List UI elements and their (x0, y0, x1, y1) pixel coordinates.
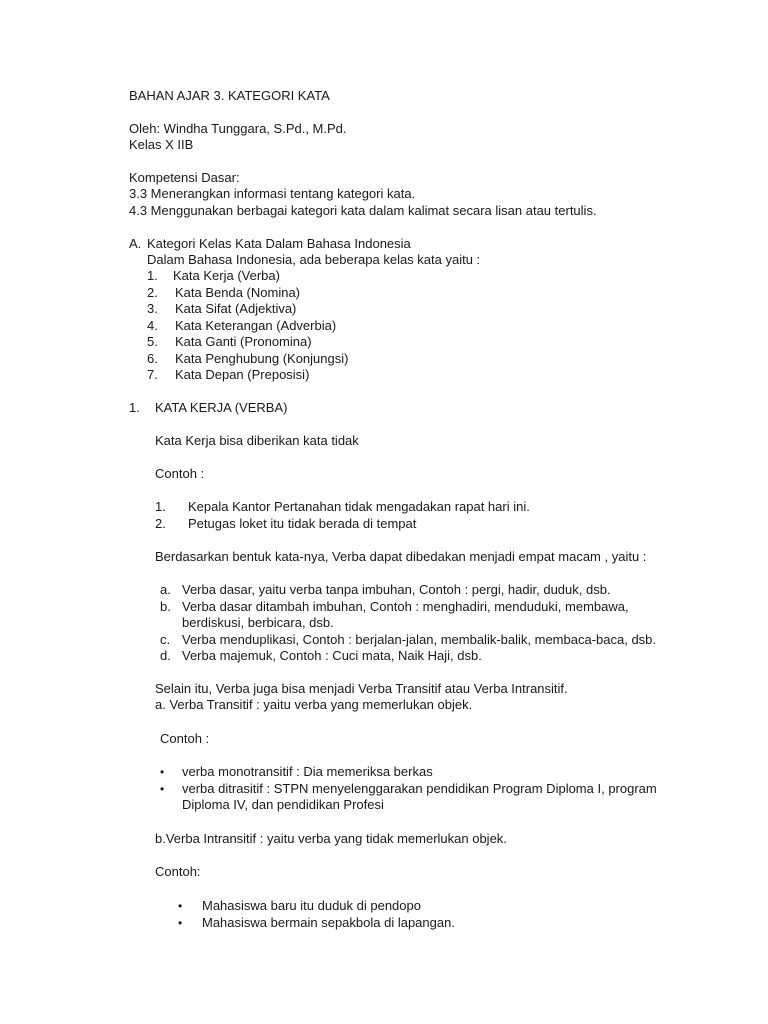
kompetensi-item: 3.3 Menerangkan informasi tentang kategori kata. (129, 186, 416, 201)
bentuk-item: Verba menduplikasi, Contoh : berjalan-jalan, membalik-balik, membaca-baca, dsb. (182, 632, 657, 647)
transitif-item: verba monotransitif : Dia memeriksa berkas (182, 764, 433, 779)
example-item: Kepala Kantor Pertanahan tidak mengadakan rapat hari ini. (188, 499, 530, 514)
list-item: Kata Benda (Nomina) (175, 285, 301, 300)
bentuk-item: Verba dasar, yaitu verba tanpa imbuhan, Contoh : pergi, hadir, duduk, dsb. (182, 582, 611, 597)
bentuk-item-cont: berdiskusi, berbicara, dsb. (182, 615, 334, 630)
bentuk-intro: Berdasarkan bentuk kata-nya, Verba dapat dibedakan menjadi empat macam , yaitu : (155, 549, 647, 564)
bentuk-marker: b. (160, 599, 171, 614)
list-number: 6. (147, 351, 158, 366)
list-number: 2. (147, 285, 158, 300)
section-1-desc: Kata Kerja bisa diberikan kata tidak (155, 433, 359, 448)
section-a-marker: A. (129, 236, 142, 251)
intransitif-item: Mahasiswa baru itu duduk di pendopo (202, 898, 421, 913)
bullet-icon: • (178, 916, 183, 930)
example-number: 1. (155, 499, 166, 514)
list-item: Kata Keterangan (Adverbia) (175, 318, 337, 333)
section-a-heading: Kategori Kelas Kata Dalam Bahasa Indonesia (147, 236, 411, 251)
selain-line: Selain itu, Verba juga bisa menjadi Verba Transitif atau Verba Intransitif. (155, 681, 568, 696)
kompetensi-item: 4.3 Menggunakan berbagai kategori kata dalam kalimat secara lisan atau tertulis. (129, 203, 597, 218)
example-number: 2. (155, 516, 166, 531)
bentuk-marker: c. (160, 632, 171, 647)
list-number: 7. (147, 367, 158, 382)
list-number: 4. (147, 318, 158, 333)
bentuk-marker: d. (160, 648, 171, 663)
list-number: 5. (147, 334, 158, 349)
section-a-intro: Dalam Bahasa Indonesia, ada beberapa kelas kata yaitu : (147, 252, 481, 267)
list-item: Kata Kerja (Verba) (173, 268, 280, 283)
list-item: Kata Penghubung (Konjungsi) (175, 351, 349, 366)
class-line: Kelas X IIB (129, 137, 194, 152)
intransitif-item: Mahasiswa bermain sepakbola di lapangan. (202, 915, 455, 930)
list-item: Kata Sifat (Adjektiva) (175, 301, 297, 316)
contoh-label: Contoh : (155, 466, 205, 481)
example-item: Petugas loket itu tidak berada di tempat (188, 516, 417, 531)
transitif-item: verba ditrasitif : STPN menyelenggarakan pendidikan Program Diploma I, program (182, 781, 657, 796)
transitif-def: a. Verba Transitif : yaitu verba yang memerlukan objek. (155, 697, 473, 712)
bullet-icon: • (160, 782, 165, 796)
bentuk-item: Verba majemuk, Contoh : Cuci mata, Naik Haji, dsb. (182, 648, 482, 663)
section-1-marker: 1. (129, 400, 140, 415)
author-line: Oleh: Windha Tunggara, S.Pd., M.Pd. (129, 121, 347, 136)
transitif-item-cont: Diploma IV, dan pendidikan Profesi (182, 797, 384, 812)
list-item: Kata Depan (Preposisi) (175, 367, 310, 382)
bentuk-item: Verba dasar ditambah imbuhan, Contoh : menghadiri, menduduki, membawa, (182, 599, 629, 614)
bentuk-marker: a. (160, 582, 171, 597)
list-number: 3. (147, 301, 158, 316)
transitif-contoh: Contoh : (160, 731, 210, 746)
document-title: BAHAN AJAR 3. KATEGORI KATA (129, 88, 330, 103)
kompetensi-heading: Kompetensi Dasar: (129, 170, 240, 185)
bullet-icon: • (178, 899, 183, 913)
section-1-heading: KATA KERJA (VERBA) (155, 400, 288, 415)
list-number: 1. (147, 268, 158, 283)
bullet-icon: • (160, 765, 165, 779)
intransitif-contoh: Contoh: (155, 864, 201, 879)
list-item: Kata Ganti (Pronomina) (175, 334, 312, 349)
intransitif-def: b.Verba Intransitif : yaitu verba yang tidak memerlukan objek. (155, 831, 507, 846)
